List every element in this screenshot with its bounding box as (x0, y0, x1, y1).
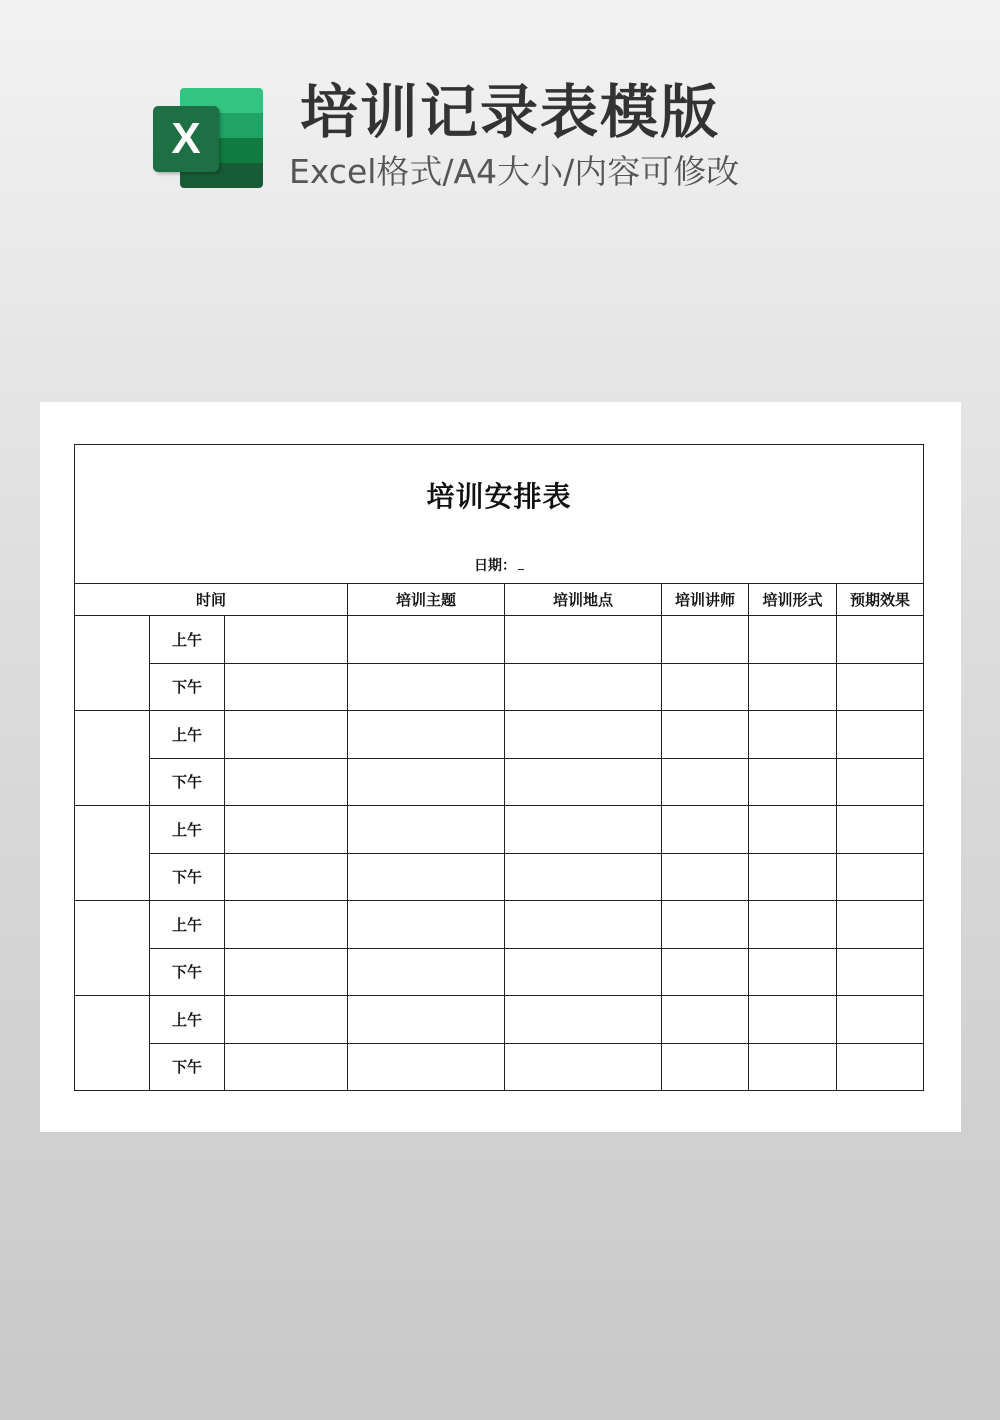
format-cell[interactable] (749, 806, 837, 854)
expected-cell[interactable] (837, 758, 924, 806)
day-cell[interactable] (75, 616, 150, 711)
day-cell[interactable] (75, 996, 150, 1091)
format-cell[interactable] (749, 1043, 837, 1091)
topic-cell[interactable] (348, 853, 505, 901)
period-cell: 上午 (150, 711, 225, 759)
excel-logo-letter: X (153, 106, 219, 172)
period-cell: 上午 (150, 616, 225, 664)
topic-cell[interactable] (348, 806, 505, 854)
trainer-cell[interactable] (662, 711, 749, 759)
format-cell[interactable] (749, 663, 837, 711)
column-header-location: 培训地点 (505, 584, 662, 616)
column-header-trainer: 培训讲师 (662, 584, 749, 616)
table-row (75, 853, 924, 901)
day-cell[interactable] (75, 901, 150, 996)
format-cell[interactable] (749, 616, 837, 664)
format-cell[interactable] (749, 853, 837, 901)
expected-cell[interactable] (837, 616, 924, 664)
column-header-expected-result: 预期效果 (837, 584, 924, 616)
period-cell: 上午 (150, 901, 225, 949)
day-cell[interactable] (75, 711, 150, 806)
table-row (75, 996, 924, 1044)
topic-cell[interactable] (348, 1043, 505, 1091)
table-row (75, 758, 924, 806)
time-cell[interactable] (225, 901, 348, 949)
location-cell[interactable] (505, 711, 662, 759)
topic-cell[interactable] (348, 901, 505, 949)
form-title: 培训安排表 (426, 480, 572, 513)
time-cell[interactable] (225, 616, 348, 664)
column-header-format: 培训形式 (749, 584, 837, 616)
location-cell[interactable] (505, 616, 662, 664)
form-title-cell (75, 445, 924, 584)
topic-cell[interactable] (348, 711, 505, 759)
column-header-topic: 培训主题 (348, 584, 505, 616)
time-cell[interactable] (225, 758, 348, 806)
period-cell: 下午 (150, 758, 225, 806)
period-cell: 上午 (150, 806, 225, 854)
table-row (75, 616, 924, 664)
time-cell[interactable] (225, 1043, 348, 1091)
page-title: 培训记录表模版 (300, 78, 721, 146)
table-header-row (75, 584, 924, 616)
format-cell[interactable] (749, 996, 837, 1044)
expected-cell[interactable] (837, 853, 924, 901)
trainer-cell[interactable] (662, 758, 749, 806)
training-schedule-table (74, 444, 924, 1091)
table-row (75, 806, 924, 854)
page-subtitle: Excel格式/A4大小/内容可修改 (289, 152, 740, 191)
location-cell[interactable] (505, 948, 662, 996)
location-cell[interactable] (505, 663, 662, 711)
trainer-cell[interactable] (662, 1043, 749, 1091)
date-line (75, 555, 923, 575)
location-cell[interactable] (505, 1043, 662, 1091)
day-cell[interactable] (75, 806, 150, 901)
date-field[interactable] (518, 569, 524, 570)
period-cell: 下午 (150, 1043, 225, 1091)
time-cell[interactable] (225, 806, 348, 854)
location-cell[interactable] (505, 806, 662, 854)
expected-cell[interactable] (837, 663, 924, 711)
format-cell[interactable] (749, 948, 837, 996)
period-cell: 下午 (150, 663, 225, 711)
excel-logo-icon (153, 88, 265, 188)
location-cell[interactable] (505, 996, 662, 1044)
document-sheet (40, 402, 961, 1132)
table-row (75, 711, 924, 759)
format-cell[interactable] (749, 711, 837, 759)
location-cell[interactable] (505, 853, 662, 901)
trainer-cell[interactable] (662, 616, 749, 664)
column-header-time: 时间 (75, 584, 348, 616)
expected-cell[interactable] (837, 901, 924, 949)
time-cell[interactable] (225, 711, 348, 759)
location-cell[interactable] (505, 901, 662, 949)
trainer-cell[interactable] (662, 996, 749, 1044)
date-label: 日期： (474, 558, 516, 574)
period-cell: 上午 (150, 996, 225, 1044)
time-cell[interactable] (225, 948, 348, 996)
topic-cell[interactable] (348, 616, 505, 664)
trainer-cell[interactable] (662, 901, 749, 949)
period-cell: 下午 (150, 948, 225, 996)
time-cell[interactable] (225, 663, 348, 711)
trainer-cell[interactable] (662, 663, 749, 711)
expected-cell[interactable] (837, 806, 924, 854)
format-cell[interactable] (749, 758, 837, 806)
expected-cell[interactable] (837, 948, 924, 996)
expected-cell[interactable] (837, 996, 924, 1044)
topic-cell[interactable] (348, 663, 505, 711)
topic-cell[interactable] (348, 758, 505, 806)
table-row (75, 901, 924, 949)
time-cell[interactable] (225, 853, 348, 901)
location-cell[interactable] (505, 758, 662, 806)
trainer-cell[interactable] (662, 806, 749, 854)
table-row (75, 1043, 924, 1091)
time-cell[interactable] (225, 996, 348, 1044)
banner (0, 0, 1000, 230)
format-cell[interactable] (749, 901, 837, 949)
table-row (75, 663, 924, 711)
topic-cell[interactable] (348, 996, 505, 1044)
trainer-cell[interactable] (662, 948, 749, 996)
trainer-cell[interactable] (662, 853, 749, 901)
table-row (75, 948, 924, 996)
expected-cell[interactable] (837, 1043, 924, 1091)
period-cell: 下午 (150, 853, 225, 901)
expected-cell[interactable] (837, 711, 924, 759)
topic-cell[interactable] (348, 948, 505, 996)
